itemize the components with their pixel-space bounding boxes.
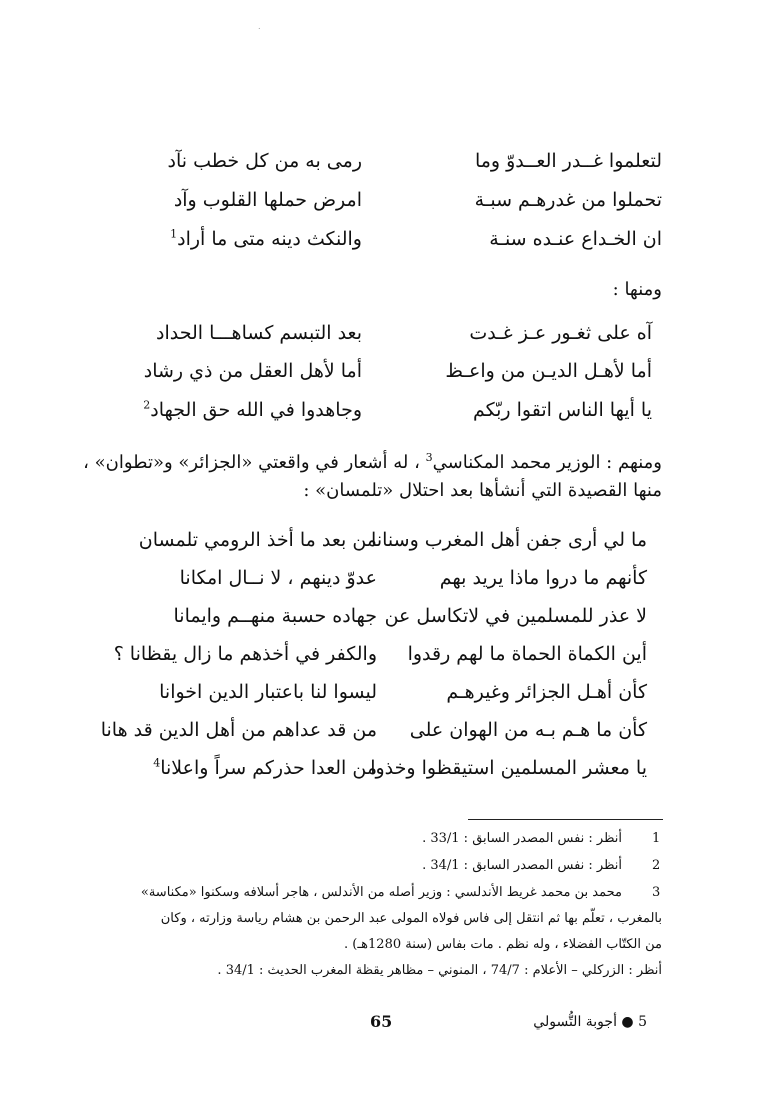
intro-line [83, 450, 662, 476]
footnote-marker: 4 [153, 756, 161, 770]
footnote-text: بالمغرب ، تعلّم بها ثم انتقل إلى فاس فولاه المولى عبد الرحمن بن هشام رياسة وزارته ، وكان [160, 911, 662, 926]
footnote-text: أنظر : الزركلي – الأعلام : 74/7 ، المنوني – مظاهر يقظة المغرب الحديث : 34/1 . [217, 963, 662, 978]
footnote-text: أنظر : نفس المصدر السابق : 34/1 . [422, 858, 622, 873]
verse-left: من بعد ما أخذ الرومي تلمسان [138, 529, 377, 551]
verse-right: ان الخـداع عنـده سنـة [489, 228, 662, 250]
intro-text: ومنهم : الوزير محمد المكناسي [432, 452, 662, 473]
verse-right: ما لي أرى جفن أهل المغرب وسنانا [371, 529, 647, 551]
verse-left: عدوّ دينهم ، لا نــال امكانا [179, 567, 377, 589]
section-heading: ومنها : [612, 279, 662, 300]
footnote-marker: 3 [425, 451, 433, 464]
verse-left: جهاده حسبة منهــم وايمانا [173, 605, 377, 627]
footnote-text: أنظر : نفس المصدر السابق : 33/1 . [422, 831, 622, 846]
verse-right: كأن ما هـم بـه من الهوان على [409, 719, 647, 741]
verse-left: بعد التبسم كساهـــا الحداد [155, 322, 362, 344]
verse-text: وجاهدوا في الله حق الجهاد [150, 399, 362, 421]
verse-right: كأن أهـل الجزائر وغيرهـم [446, 681, 647, 703]
page-number: 65 [370, 1012, 393, 1031]
intro-line: منها القصيدة التي أنشأها بعد احتلال «تلمسان» : [303, 480, 662, 501]
verse-right: لتعلموا غــدر العــدوّ وما [474, 150, 662, 172]
verse-left: ليسوا لنا باعتبار الدين اخوانا [159, 681, 377, 703]
verse-left: امرض حملها القلوب وآد [173, 189, 362, 211]
verse-left: أما لأهل العقل من ذي رشاد [143, 360, 362, 382]
verse-right: كأنهم ما دروا ماذا يريد بهم [439, 567, 647, 589]
verse-right: أما لأهـل الديـن من واعـظ [445, 360, 652, 382]
verse-left [170, 226, 362, 252]
footnote-number: 3 [652, 885, 661, 900]
footnote-marker: 2 [143, 398, 151, 412]
verse-left [143, 397, 362, 423]
footnote-rule [468, 819, 663, 820]
intro-text: ، له أشعار في واقعتي «الجزائر» و«تطوان» ، [83, 452, 420, 473]
scan-mark: . [258, 22, 261, 31]
verse-left: رمى به من كل خطب نآد [167, 150, 362, 172]
verse-right: لا عذر للمسلمين في لاتكاسل عن [384, 605, 647, 627]
verse-right: أين الكماة الحماة ما لهم رقدوا [407, 643, 647, 665]
verse-left: والكفر في أخذهم ما زال يقظانا ؟ [113, 643, 377, 665]
footnote-text: محمد بن محمد غريط الأندلسي : وزير أصله من الأندلس ، هاجر أسلافه وسكنوا «مكناسة» [140, 885, 622, 900]
footnote-marker: 1 [170, 227, 178, 241]
verse-right: تحملوا من غدرهـم سبـة [474, 189, 662, 211]
verse-left [153, 755, 377, 781]
verse-right: يا معشر المسلمين استيقظوا وخذوا [370, 757, 647, 779]
verse-right: آه على ثغـور عـز غـدت [469, 322, 652, 344]
footnote-text: من الكتّاب الفضلاء ، وله نظم . مات بفاس (سنة 1280هـ) . [344, 937, 662, 952]
running-footer: 5 ● أجوبة التُّسولي [533, 1014, 647, 1030]
verse-left: من قد عداهم من أهل الدين قد هانا [100, 719, 377, 741]
verse-right: يا أيها الناس اتقوا ربّكم [472, 399, 652, 421]
footnote-number: 2 [652, 858, 661, 873]
verse-text: والنكث دينه متى ما أراد [177, 228, 362, 250]
footnote-number: 1 [652, 831, 661, 846]
verse-text: من العدا حذركم سراً واعلانا [160, 757, 377, 779]
